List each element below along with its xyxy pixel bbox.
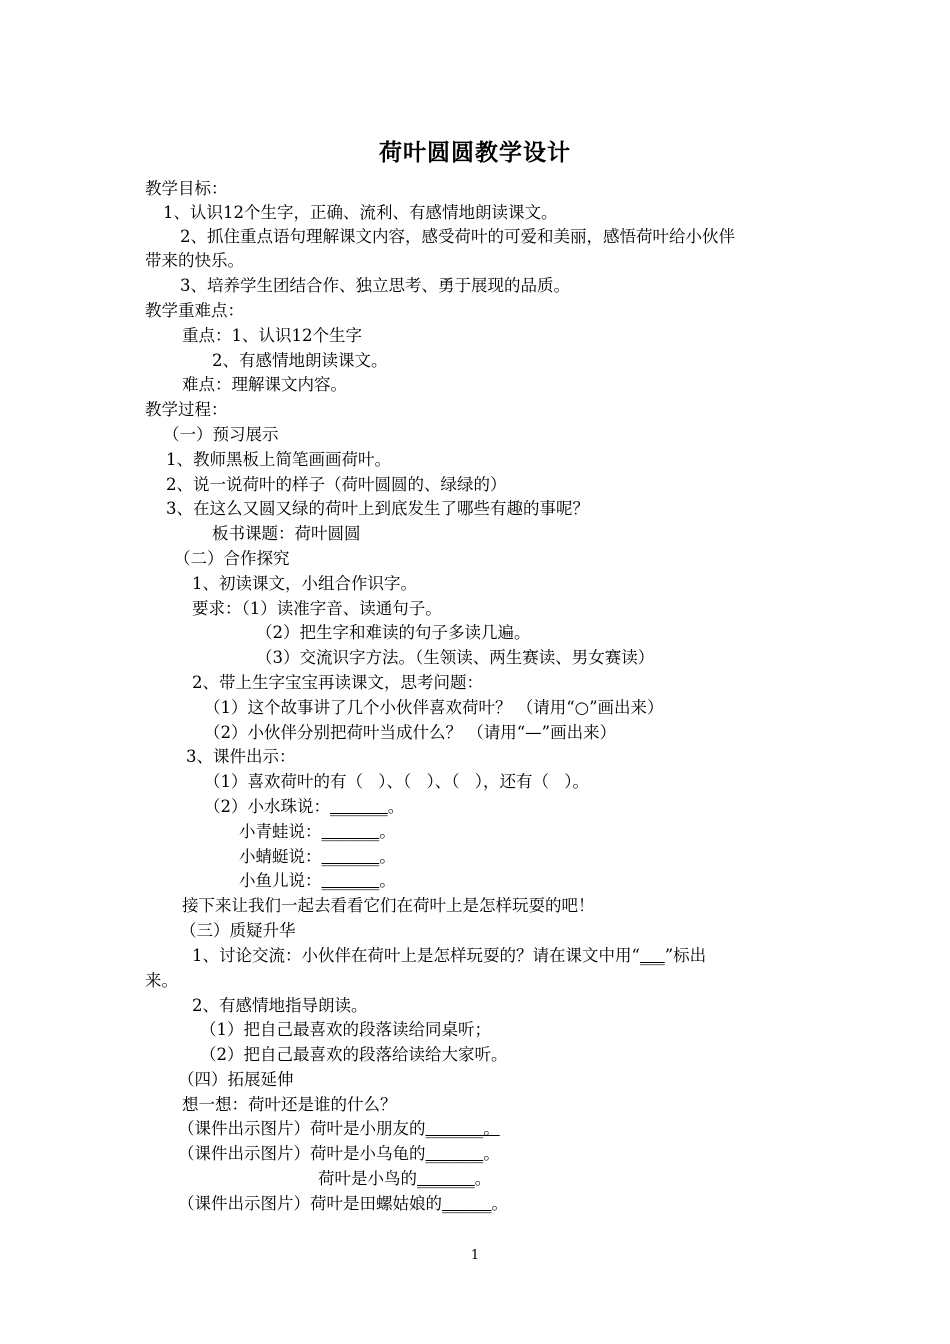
- extension-2-blank: _______: [425, 1144, 484, 1163]
- section-heading-process: 教学过程：: [145, 400, 228, 419]
- question-2: （2）小伙伴分别把荷叶当成什么？ （请用“—”画出来）: [204, 723, 617, 742]
- requirement-1: 要求：（1）读准字音、读通句子。: [192, 599, 442, 618]
- part-3-item-1-text: 1、讨论交流：小伙伴在荷叶上是怎样玩耍的？请在课文中用“: [192, 946, 640, 965]
- goal-2-cont: 带来的快乐。: [145, 251, 244, 270]
- part-1-item-3: 3、在这么又圆又绿的荷叶上到底发生了哪些有趣的事呢？: [166, 499, 589, 518]
- document-title: 荷叶圆圆教学设计: [379, 139, 571, 166]
- reading-2: （2）把自己最喜欢的段落给读给大家听。: [200, 1045, 508, 1064]
- fill-in-5: [239, 870, 396, 892]
- part-3-heading: （三）质疑升华: [180, 921, 296, 940]
- fill-in-1: （1）喜欢荷叶的有（ ）、（ ）、（ ），还有（ ）。: [204, 772, 589, 791]
- goal-3: 3、培养学生团结合作、独立思考、勇于展现的品质。: [180, 276, 570, 295]
- part-2-heading: （二）合作探究: [174, 549, 290, 568]
- fill-in-5-blank: _______: [321, 871, 380, 890]
- keypoint-2: 2、有感情地朗读课文。: [212, 351, 388, 370]
- extension-2-text: （课件出示图片）荷叶是小乌龟的: [178, 1144, 426, 1163]
- extension-2: [178, 1143, 500, 1165]
- reading-1: （1）把自己最喜欢的段落读给同桌听；: [200, 1020, 491, 1039]
- period: 。: [379, 871, 396, 890]
- extension-1-blank: _______。: [425, 1119, 500, 1138]
- fill-in-3-blank: _______: [321, 822, 380, 841]
- goal-2: 2、抓住重点语句理解课文内容，感受荷叶的可爱和美丽，感悟荷叶给小伙伴: [180, 227, 735, 246]
- transition-line: 接下来让我们一起去看看它们在荷叶上是怎样玩耍的吧！: [182, 896, 595, 915]
- extension-1-text: （课件出示图片）荷叶是小朋友的: [178, 1119, 426, 1138]
- period: 。: [491, 1194, 508, 1213]
- board-title: 板书课题：荷叶圆圆: [212, 524, 361, 543]
- question-1: （1）这个故事讲了几个小伙伴喜欢荷叶？ （请用“○”画出来）: [204, 698, 664, 717]
- extension-3: [318, 1168, 491, 1190]
- difficulty: 难点：理解课文内容。: [182, 375, 347, 394]
- period: 。: [474, 1169, 492, 1188]
- part-1-heading: （一）预习展示: [163, 425, 279, 444]
- fill-in-4: [239, 846, 396, 868]
- part-3-item-1-blank: ___: [639, 946, 665, 965]
- extension-3-text: 荷叶是小鸟的: [318, 1169, 417, 1188]
- fill-in-4-blank: _______: [321, 847, 380, 866]
- fill-in-4-label: 小蜻蜓说：: [239, 847, 322, 866]
- part-3-item-1: [192, 945, 706, 967]
- fill-in-2-blank: _______: [330, 797, 388, 816]
- fill-in-3-label: 小青蛙说：: [239, 822, 322, 841]
- part-2-item-1: 1、初读课文，小组合作识字。: [192, 574, 417, 593]
- part-2-item-2: 2、带上生字宝宝再读课文，思考问题：: [192, 673, 483, 692]
- fill-in-3: [239, 821, 396, 843]
- extension-3-blank: _______: [417, 1169, 475, 1188]
- period: 。: [379, 847, 396, 866]
- fill-in-2: [204, 796, 404, 818]
- period: 。: [483, 1144, 500, 1163]
- keypoint-1: 重点：1、认识12个生字: [182, 326, 362, 345]
- part-2-item-3: 3、课件出示：: [186, 747, 296, 766]
- period: 。: [387, 797, 405, 816]
- section-heading-keypoints: 教学重难点：: [145, 301, 244, 320]
- fill-in-5-label: 小鱼儿说：: [239, 871, 322, 890]
- requirement-3: （3）交流识字方法。（生领读、两生赛读、男女赛读）: [256, 648, 655, 667]
- extension-4: [178, 1193, 508, 1215]
- part-1-item-2: 2、说一说荷叶的样子（荷叶圆圆的、绿绿的）: [166, 475, 507, 494]
- extension-4-blank: ______: [442, 1194, 492, 1213]
- period: 。: [379, 822, 396, 841]
- part-4-heading: （四）拓展延伸: [178, 1070, 294, 1089]
- think-prompt: 想一想：荷叶还是谁的什么？: [182, 1095, 397, 1114]
- fill-in-2-label: （2）小水珠说：: [204, 797, 330, 816]
- page-number: 1: [470, 1248, 480, 1263]
- goal-1: 1、认识12个生字，正确、流利、有感情地朗读课文。: [163, 203, 558, 222]
- part-3-item-1-tail: ”标出: [664, 946, 707, 965]
- extension-4-text: （课件出示图片）荷叶是田螺姑娘的: [178, 1194, 442, 1213]
- requirement-2: （2）把生字和难读的句子多读几遍。: [256, 623, 531, 642]
- part-1-item-1: 1、教师黑板上简笔画画荷叶。: [166, 450, 391, 469]
- section-heading-goals: 教学目标：: [145, 179, 228, 198]
- part-3-item-1-cont: 来。: [145, 971, 178, 990]
- extension-1: [178, 1118, 500, 1140]
- part-3-item-2: 2、有感情地指导朗读。: [192, 996, 368, 1015]
